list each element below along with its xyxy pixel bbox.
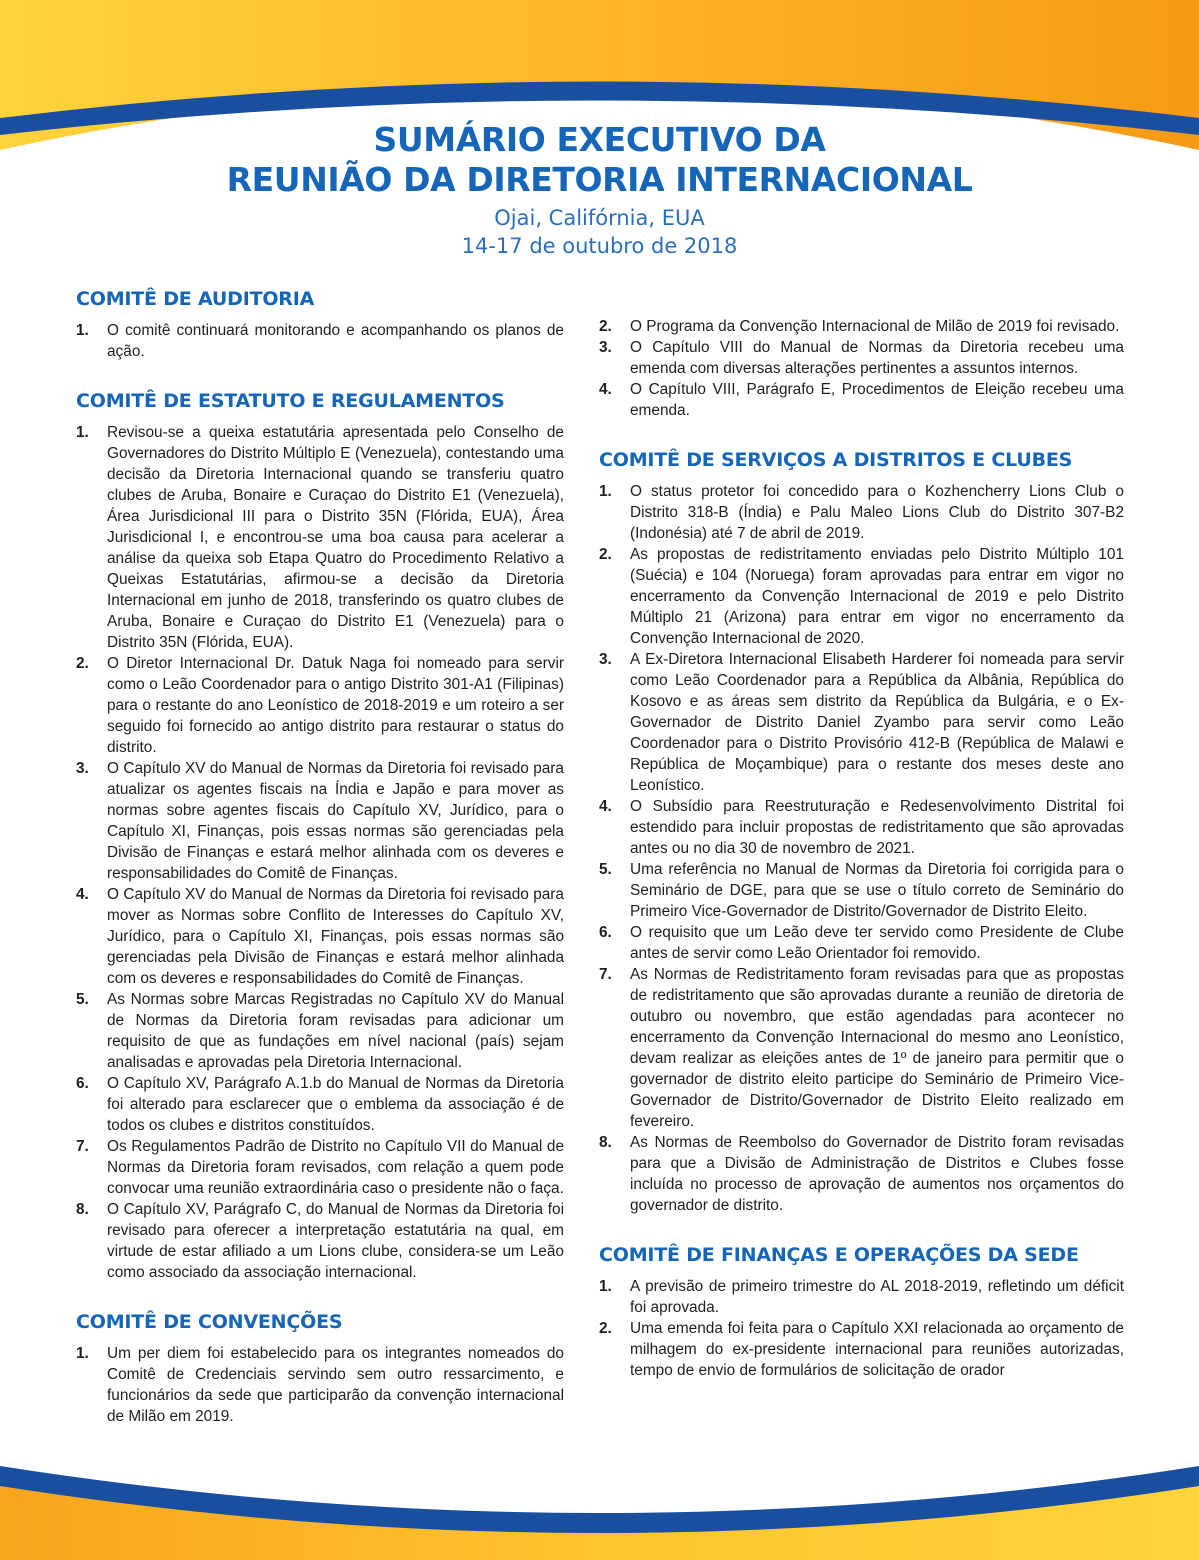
item-number: 4.: [599, 798, 612, 815]
list-item: [76, 1199, 564, 1283]
list-item: [76, 1073, 564, 1136]
list-item: [599, 964, 1124, 1132]
right-column: [599, 316, 1124, 1407]
title-line-2: REUNIÃO DA DIRETORIA INTERNACIONAL: [226, 160, 973, 199]
item-number: 1.: [76, 322, 89, 339]
item-text: Os Regulamentos Padrão de Distrito no Capítulo VII do Manual de Normas da Diretoria foram revisados, com relação a quem pode convocar uma reunião extraordinária caso o presidente não o faça.: [107, 1138, 564, 1197]
item-list: [599, 316, 1124, 421]
item-number: 2.: [599, 318, 612, 335]
section-heading: COMITÊ DE FINANÇAS E OPERAÇÕES DA SEDE: [599, 1244, 1079, 1266]
list-item: [76, 653, 564, 758]
item-list: [599, 1276, 1124, 1381]
item-number: 2.: [76, 655, 89, 672]
item-number: 4.: [76, 886, 89, 903]
item-text: O status protetor foi concedido para o Kozhencherry Lions Club o Distrito 318-B (Índia) e Palu Maleo Lions Club do Distrito 307-B2 (Indonésia) até 7 de abril de 2019.: [630, 483, 1124, 542]
section-comite-de-convencoes: [76, 1309, 564, 1427]
list-item: [76, 1343, 564, 1427]
item-text: Um per diem foi estabelecido para os integrantes nomeados do Comitê de Credenciais servindo sem outro ressarcimento, e funcionários da sede que participarão da convenção internacional de Milão em 2019.: [107, 1345, 564, 1425]
item-text: O Capítulo XV, Parágrafo A.1.b do Manual de Normas da Diretoria foi alterado para esclarecer que o emblema da associação é de todos os clubes e distritos constituídos.: [107, 1075, 564, 1134]
meeting-location: Ojai, Califórnia, EUA: [494, 206, 705, 230]
list-item: [599, 316, 1124, 337]
item-number: 5.: [599, 861, 612, 878]
item-text: O Capítulo XV do Manual de Normas da Diretoria foi revisado para atualizar os agentes fiscais na Índia e Japão e para mover as normas sobre agentes fiscais do Capítulo XV, Jurídico, para o Capítulo XI, Finanças, pois essas normas são gerenciadas pela Divisão de Finanças e estará melhor alinhada com os deveres e responsabilidades do Comitê de Finanças.: [107, 760, 564, 882]
list-item: [76, 1136, 564, 1199]
list-item: [599, 1132, 1124, 1216]
list-item: [599, 922, 1124, 964]
list-item: [76, 758, 564, 884]
item-text: As Normas sobre Marcas Registradas no Capítulo XV do Manual de Normas da Diretoria foram revisadas para adicionar um requisito de que as fundações em nível nacional (país) sejam analisadas e aprovadas pela Diretoria Internacional.: [107, 991, 564, 1071]
list-item: [76, 989, 564, 1073]
item-number: 1.: [76, 424, 89, 441]
item-number: 2.: [599, 546, 612, 563]
item-number: 3.: [76, 760, 89, 777]
item-list: [76, 422, 564, 1283]
item-text: O requisito que um Leão deve ter servido como Presidente de Clube antes de servir como Leão Orientador foi removido.: [630, 924, 1124, 962]
section-heading: COMITÊ DE CONVENÇÕES: [76, 1311, 343, 1333]
item-number: 3.: [599, 339, 612, 356]
section-continued: [599, 316, 1124, 421]
item-text: O Programa da Convenção Internacional de Milão de 2019 foi revisado.: [630, 318, 1120, 335]
list-item: [599, 337, 1124, 379]
list-item: [599, 379, 1124, 421]
item-text: O Capítulo XV, Parágrafo C, do Manual de Normas da Diretoria foi revisado para oferecer a interpretação estatutária na qual, em virtude de estar afiliado a um Lions clube, considera-se um Leão como associado da associação internacional.: [107, 1201, 564, 1281]
section-comite-de-estatuto-e-regulamentos: [76, 388, 564, 1283]
section-comite-de-auditoria: [76, 286, 564, 362]
item-list: [76, 320, 564, 362]
list-item: [76, 422, 564, 653]
meeting-dates: 14-17 de outubro de 2018: [461, 234, 738, 258]
item-text: O Capítulo VIII, Parágrafo E, Procedimentos de Eleição recebeu uma emenda.: [630, 381, 1124, 419]
item-number: 8.: [599, 1134, 612, 1151]
item-number: 5.: [76, 991, 89, 1008]
list-item: [599, 649, 1124, 796]
item-text: Revisou-se a queixa estatutária apresentada pelo Conselho de Governadores do Distrito Múltiplo E (Venezuela), contestando uma decisão da Diretoria Internacional quando se transferiu quatro clubes de Aruba, Bonaire e Curaçao do Distrito E1 (Venezuela), Área Jurisdicional III para o Distrito 35N (Flórida, EUA), Área Jurisdicional I, e encontrou-se uma boa causa para acelerar a análise da queixa sob Etapa Quatro do Procedimento Relativo a Queixas Estatutárias, afirmou-se a decisão da Diretoria Internacional em junho de 2018, transferindo os quatro clubes de Aruba, Bonaire e Curaçao do Distrito E1 (Venezuela) para o Distrito 35N (Flórida, EUA).: [107, 424, 564, 651]
item-number: 7.: [76, 1138, 89, 1155]
item-number: 7.: [599, 966, 612, 983]
document-header: [0, 120, 1199, 260]
list-item: [599, 796, 1124, 859]
item-text: O Subsídio para Reestruturação e Redesenvolvimento Distrital foi estendido para incluir propostas de redistritamento que são aprovadas antes ou no dia 30 de novembro de 2021.: [630, 798, 1124, 857]
list-item: [599, 1276, 1124, 1318]
item-text: Uma emenda foi feita para o Capítulo XXI relacionada ao orçamento de milhagem do ex-presidente internacional para reuniões autorizadas, tempo de envio de formulários de solicitação de orador: [630, 1320, 1124, 1379]
item-number: 1.: [76, 1345, 89, 1362]
item-number: 1.: [599, 1278, 612, 1295]
item-number: 8.: [76, 1201, 89, 1218]
left-column: [76, 286, 564, 1453]
section-heading: COMITÊ DE SERVIÇOS A DISTRITOS E CLUBES: [599, 449, 1073, 471]
item-text: O Capítulo XV do Manual de Normas da Diretoria foi revisado para mover as Normas sobre Conflito de Interesses do Capítulo XV, Jurídico, para o Capítulo XI, Finanças, pois essas normas são gerenciadas pela Divisão de Finanças e estará melhor alinhada com os deveres e responsabilidades do Comitê de Finanças.: [107, 886, 564, 987]
item-text: As propostas de redistritamento enviadas pelo Distrito Múltiplo 101 (Suécia) e 104 (Noruega) foram aprovadas para entrar em vigor no encerramento da Convenção Internacional de 2019 e pelo Distrito Múltiplo 21 (Arizona) para entrar em vigor no encerramento da Convenção Internacional de 2020.: [630, 546, 1124, 647]
item-text: O Diretor Internacional Dr. Datuk Naga foi nomeado para servir como o Leão Coordenador para o antigo Distrito 301-A1 (Filipinas) para o restante do ano Leonístico de 2018-2019 e um roteiro a ser seguido foi fornecido ao antigo distrito para restaurar o status do distrito.: [107, 655, 564, 756]
list-item: [76, 884, 564, 989]
section-comite-de-servicos-a-distritos-e-clubes: [599, 447, 1124, 1216]
item-number: 4.: [599, 381, 612, 398]
list-item: [599, 544, 1124, 649]
item-number: 2.: [599, 1320, 612, 1337]
list-item: [76, 320, 564, 362]
item-list: [76, 1343, 564, 1427]
item-number: 3.: [599, 651, 612, 668]
item-text: O comitê continuará monitorando e acompanhando os planos de ação.: [107, 322, 564, 360]
list-item: [599, 481, 1124, 544]
bottom-banner: [0, 1466, 1199, 1560]
list-item: [599, 1318, 1124, 1381]
section-comite-de-financas-e-operacoes-da-sede: [599, 1242, 1124, 1381]
list-item: [599, 859, 1124, 922]
item-number: 6.: [599, 924, 612, 941]
title-line-1: SUMÁRIO EXECUTIVO DA: [373, 120, 826, 159]
item-text: As Normas de Reembolso do Governador de Distrito foram revisadas para que a Divisão de Administração de Distritos e Clubes fosse incluída no processo de aprovação de aumentos nos orçamentos do governador de distrito.: [630, 1134, 1124, 1214]
section-heading: COMITÊ DE AUDITORIA: [76, 288, 315, 310]
item-text: Uma referência no Manual de Normas da Diretoria foi corrigida para o Seminário de DGE, para que se use o título correto de Seminário do Primeiro Vice-Governador de Distrito/Governador de Distrito Eleito.: [630, 861, 1124, 920]
item-text: As Normas de Redistritamento foram revisadas para que as propostas de redistritamento que são aprovadas durante a reunião de diretoria de outubro ou novembro, que estão agendadas para acontecer no encerramento da Convenção Internacional do mesmo ano Leonístico, devam realizar as eleições antes de 1º de janeiro para permitir que o governador de distrito eleito participe do Seminário de Primeiro Vice-Governador de Distrito/Governador de Distrito Eleito realizado em fevereiro.: [630, 966, 1124, 1130]
item-text: O Capítulo VIII do Manual de Normas da Diretoria recebeu uma emenda com diversas alterações pertinentes a assuntos internos.: [630, 339, 1124, 377]
item-number: 6.: [76, 1075, 89, 1092]
section-heading: COMITÊ DE ESTATUTO E REGULAMENTOS: [76, 390, 505, 412]
item-text: A Ex-Diretora Internacional Elisabeth Harderer foi nomeada para servir como Leão Coordenador para a República da Albânia, República do Kosovo e as áreas sem distrito da República da Bulgária, e o Ex-Governador de Distrito Daniel Zyambo para servir como Leão Coordenador para o Distrito Provisório 412-B (República de Malawi e República de Moçambique) para o restante dos meses deste ano Leonístico.: [630, 651, 1124, 794]
item-number: 1.: [599, 483, 612, 500]
item-list: [599, 481, 1124, 1216]
item-text: A previsão de primeiro trimestre do AL 2018-2019, refletindo um déficit foi aprovada.: [630, 1278, 1124, 1316]
